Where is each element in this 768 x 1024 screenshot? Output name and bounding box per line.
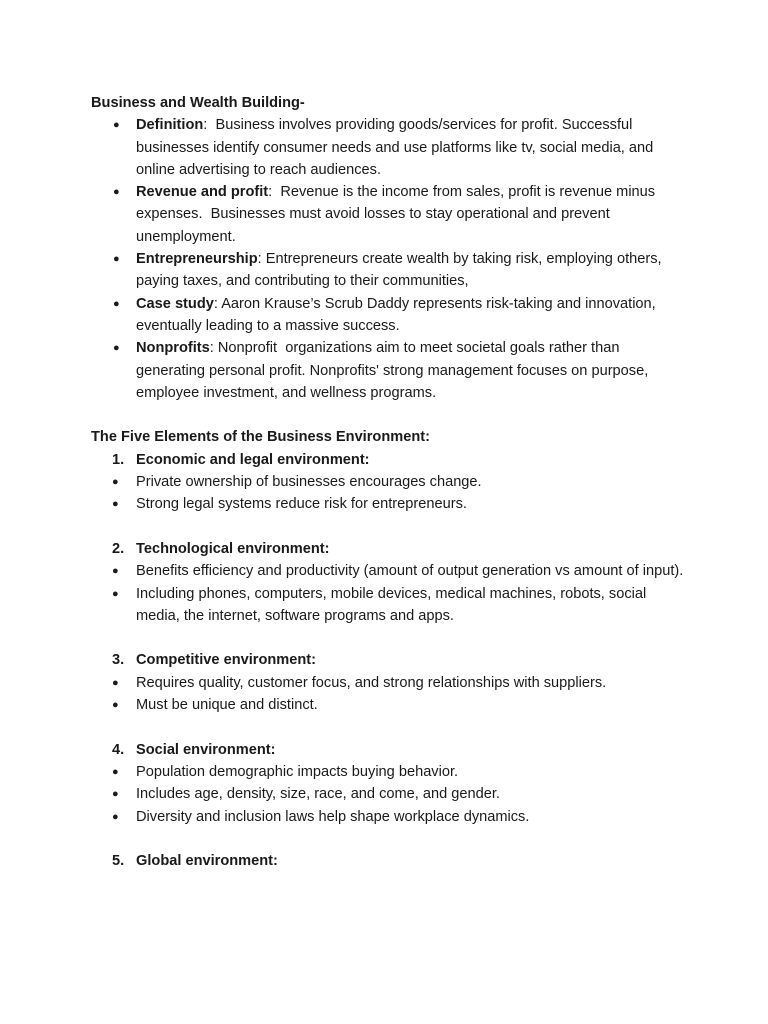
bullet-text: Population demographic impacts buying behavior. — [136, 763, 459, 780]
bullet-text: Diversity and inclusion laws help shape workplace dynamics. — [136, 808, 530, 825]
list-item — [91, 181, 691, 248]
section1-bullet-list — [91, 114, 691, 404]
bullet-icon: ● — [112, 565, 119, 578]
element-bullet-list — [91, 761, 691, 828]
item-separator: : — [257, 251, 266, 268]
bullet-icon: ● — [113, 186, 120, 199]
item-text: Aaron Krause’s Scrub Daddy represents risk-taking and innovation, eventually leading to a massive success. — [136, 295, 656, 334]
element-heading-text: Economic and legal environment: — [136, 451, 370, 468]
bullet-icon: ● — [112, 699, 119, 712]
element-bullet-list — [91, 560, 691, 627]
list-item — [91, 560, 691, 582]
element-heading-text: Global environment: — [136, 853, 278, 870]
item-separator: : — [213, 295, 222, 312]
element-heading-text: Social environment: — [136, 741, 276, 758]
spacer — [91, 627, 691, 649]
item-separator: : — [209, 340, 218, 357]
element-bullet-list — [91, 471, 691, 516]
list-item — [91, 337, 691, 404]
bullet-icon: ● — [112, 587, 119, 600]
section-title-business-wealth: Business and Wealth Building- — [91, 95, 305, 111]
list-item — [91, 583, 691, 628]
item-term: Nonprofits — [136, 340, 210, 357]
list-item — [91, 493, 691, 515]
element-heading-text: Technological environment: — [136, 540, 330, 557]
item-term: Revenue and profit — [136, 184, 269, 201]
bullet-icon: ● — [112, 810, 119, 823]
item-text: Revenue is the income from sales, profit is revenue minus expenses. Businesses must avoid losses to stay operational and prevent unemployment. — [136, 184, 660, 245]
element-number: 3. — [112, 652, 125, 669]
item-text: Entrepreneurs create wealth by taking risk, employing others, paying taxes, and contributing to their communities, — [136, 251, 662, 290]
list-item — [91, 783, 691, 805]
bullet-text: Includes age, density, size, race, and come, and gender. — [136, 786, 500, 803]
spacer — [91, 716, 691, 738]
list-item — [91, 806, 691, 828]
element-bullet-list — [91, 672, 691, 717]
element-number: 4. — [112, 741, 125, 758]
element-heading-social — [91, 739, 691, 761]
spacer — [91, 828, 691, 850]
element-heading-text: Competitive environment: — [136, 652, 317, 669]
item-text: Nonprofit organizations aim to meet societal goals rather than generating personal profit. Nonprofits' strong management focuses on purpose, employee investment, and wellness programs. — [136, 340, 653, 401]
element-number: 5. — [112, 853, 125, 870]
bullet-text: Must be unique and distinct. — [136, 697, 318, 714]
element-heading-economic-legal — [91, 449, 691, 471]
list-item — [91, 471, 691, 493]
item-text: Business involves providing goods/services for profit. Successful businesses identify consumer needs and use platforms like tv, social media, and online advertising to reach audiences. — [136, 117, 654, 178]
item-term: Case study — [136, 295, 214, 312]
list-item — [91, 114, 691, 181]
list-item — [91, 248, 691, 293]
bullet-text: Strong legal systems reduce risk for entrepreneurs. — [136, 496, 467, 513]
element-number: 1. — [112, 451, 125, 468]
list-item — [91, 293, 691, 338]
item-term: Definition — [136, 117, 204, 134]
element-heading-competitive — [91, 649, 691, 671]
bullet-text: Private ownership of businesses encourages change. — [136, 474, 482, 491]
element-heading-technological — [91, 538, 691, 560]
bullet-text: Including phones, computers, mobile devices, medical machines, robots, social media, the internet, software programs and apps. — [136, 585, 647, 624]
bullet-text: Benefits efficiency and productivity (amount of output generation vs amount of input). — [136, 563, 684, 580]
bullet-text: Requires quality, customer focus, and strong relationships with suppliers. — [136, 674, 607, 691]
element-heading-global — [91, 850, 691, 872]
bullet-icon: ● — [113, 253, 120, 266]
item-term: Entrepreneurship — [136, 251, 258, 268]
bullet-icon: ● — [113, 119, 120, 132]
bullet-icon: ● — [113, 297, 120, 310]
document-content — [91, 92, 691, 872]
element-number: 2. — [112, 540, 125, 557]
bullet-icon: ● — [112, 676, 119, 689]
bullet-icon: ● — [112, 476, 119, 489]
list-item — [91, 761, 691, 783]
spacer — [91, 404, 691, 426]
spacer — [91, 516, 691, 538]
bullet-icon: ● — [112, 788, 119, 801]
item-separator: : — [203, 117, 216, 134]
bullet-icon: ● — [112, 765, 119, 778]
list-item — [91, 672, 691, 694]
bullet-icon: ● — [113, 342, 120, 355]
bullet-icon: ● — [112, 498, 119, 511]
section-title-five-elements: The Five Elements of the Business Environment: — [91, 429, 430, 446]
item-separator: : — [268, 184, 281, 201]
list-item — [91, 694, 691, 716]
